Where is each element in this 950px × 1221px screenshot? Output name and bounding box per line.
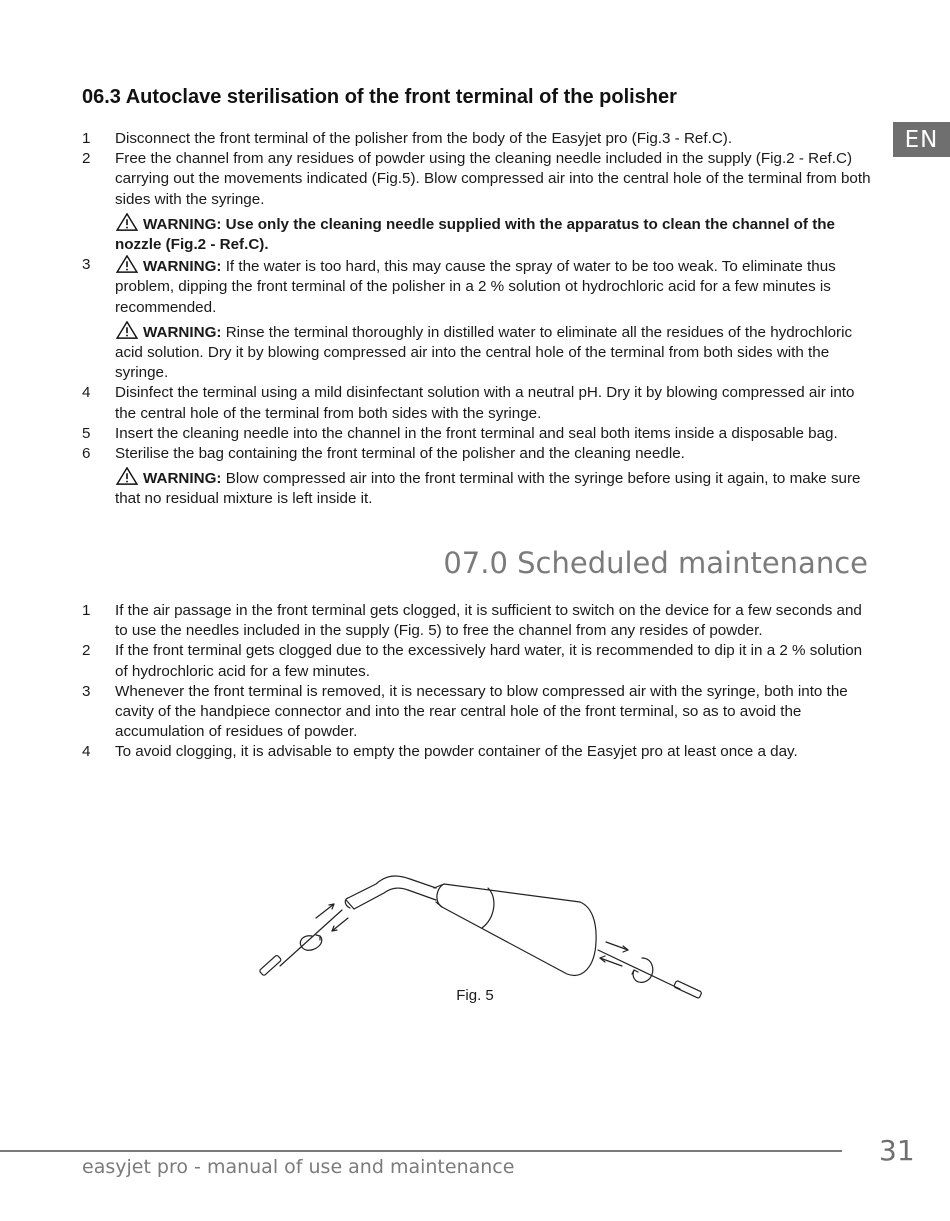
section-title: 06.3 Autoclave sterilisation of the front terminal of the polisher xyxy=(82,86,677,108)
page-number: 31 xyxy=(879,1134,915,1167)
right-needle xyxy=(598,950,680,989)
warning-note xyxy=(82,467,872,509)
warning-label: WARNING: xyxy=(143,470,222,488)
warning-text: WARNING: Use only the cleaning needle supplied with the apparatus to clean the channel of the nozzle (Fig.2 - Ref.C). xyxy=(115,215,835,254)
step-text: Insert the cleaning needle into the channel in the front terminal and seal both items inside a disposable bag. xyxy=(115,424,838,442)
terminal-body xyxy=(437,884,596,975)
warning-text: Blow compressed air into the front terminal with the syringe before using it again, to make sure that no residual mixture is left inside it. xyxy=(115,470,861,508)
chapter-title: 07.0 Scheduled maintenance xyxy=(443,546,868,580)
list-item xyxy=(82,149,872,210)
step-number: 4 xyxy=(82,743,91,761)
list-item xyxy=(82,682,872,743)
figure-caption: Fig. 5 xyxy=(456,987,494,1004)
step-text: If the water is too hard, this may cause the spray of water to be too weak. To eliminate thus problem, dipping the front terminal of the polisher in a 2 % solution ot hydrochloric acid for a few minutes is recommended. xyxy=(115,258,836,316)
list-item xyxy=(82,255,872,318)
step-number: 1 xyxy=(82,602,91,619)
list-item xyxy=(82,742,872,762)
maintenance-steps xyxy=(82,601,872,763)
step-text: If the air passage in the front terminal gets clogged, it is sufficient to switch on the device for a few seconds and to use the needles included in the supply (Fig. 5) to free the channel from any resides of powder. xyxy=(115,602,862,640)
sterilisation-steps xyxy=(82,129,872,510)
list-item xyxy=(82,444,872,464)
list-item xyxy=(82,424,872,444)
step-number: 1 xyxy=(82,130,91,147)
language-tab: EN xyxy=(893,122,950,157)
warning-triangle-icon xyxy=(115,213,139,231)
step-text: Sterilise the bag containing the front terminal of the polisher and the cleaning needle. xyxy=(115,445,685,463)
warning-triangle-icon xyxy=(115,467,139,485)
step-text: Disconnect the front terminal of the polisher from the body of the Easyjet pro (Fig.3 - Ref.C). xyxy=(115,130,733,147)
step-number: 4 xyxy=(82,384,91,402)
warning-triangle-icon xyxy=(115,321,139,339)
list-item xyxy=(82,641,872,681)
warning-triangle-icon xyxy=(115,255,139,273)
warning-note xyxy=(82,321,872,384)
terminal-ring xyxy=(482,888,494,928)
step-number: 3 xyxy=(82,682,91,700)
warning-note xyxy=(82,213,872,255)
step-text: Whenever the front terminal is removed, it is necessary to blow compressed air with the syringe, both into the cavity of the handpiece connector and into the rear central hole of the front terminal, so as to avoid the accumulation of residues of powder. xyxy=(115,682,848,741)
step-number: 2 xyxy=(82,642,91,660)
step-number: 2 xyxy=(82,150,91,168)
step-number: 5 xyxy=(82,424,91,442)
step-text: If the front terminal gets clogged due to the excessively hard water, it is recommended to dip it in a 2 % solution of hydrochloric acid for a few minutes. xyxy=(115,642,863,680)
right-rotation-arrow xyxy=(633,958,653,982)
left-needle-handle xyxy=(259,955,282,976)
list-item xyxy=(82,383,872,423)
warning-label: WARNING: xyxy=(143,323,222,341)
list-item xyxy=(82,601,872,641)
step-text: Free the channel from any residues of powder using the cleaning needle included in the supply (Fig.2 - Ref.C) carrying out the movements indicated (Fig.5). Blow compressed air into the central hole of the terminal from both sides with the syringe. xyxy=(115,150,871,208)
step-number: 3 xyxy=(82,256,91,274)
nozzle-bottom xyxy=(354,888,436,909)
footer-divider xyxy=(0,1150,842,1152)
list-item xyxy=(82,129,872,149)
step-text: To avoid clogging, it is advisable to empty the powder container of the Easyjet pro at least once a day. xyxy=(115,743,798,761)
warning-label: WARNING: xyxy=(143,258,222,276)
footer-title: easyjet pro - manual of use and maintenance xyxy=(82,1156,515,1178)
step-number: 6 xyxy=(82,445,91,463)
left-needle xyxy=(280,910,342,966)
step-text: Disinfect the terminal using a mild disinfectant solution with a neutral pH. Dry it by blowing compressed air into the central hole of the terminal from both sides with the syringe. xyxy=(115,384,855,422)
warning-text: Rinse the terminal thoroughly in distilled water to eliminate all the residues of the hydrochloric acid solution. Dry it by blowing compressed air into the central hole of the terminal from both sides with the syringe. xyxy=(115,323,853,382)
